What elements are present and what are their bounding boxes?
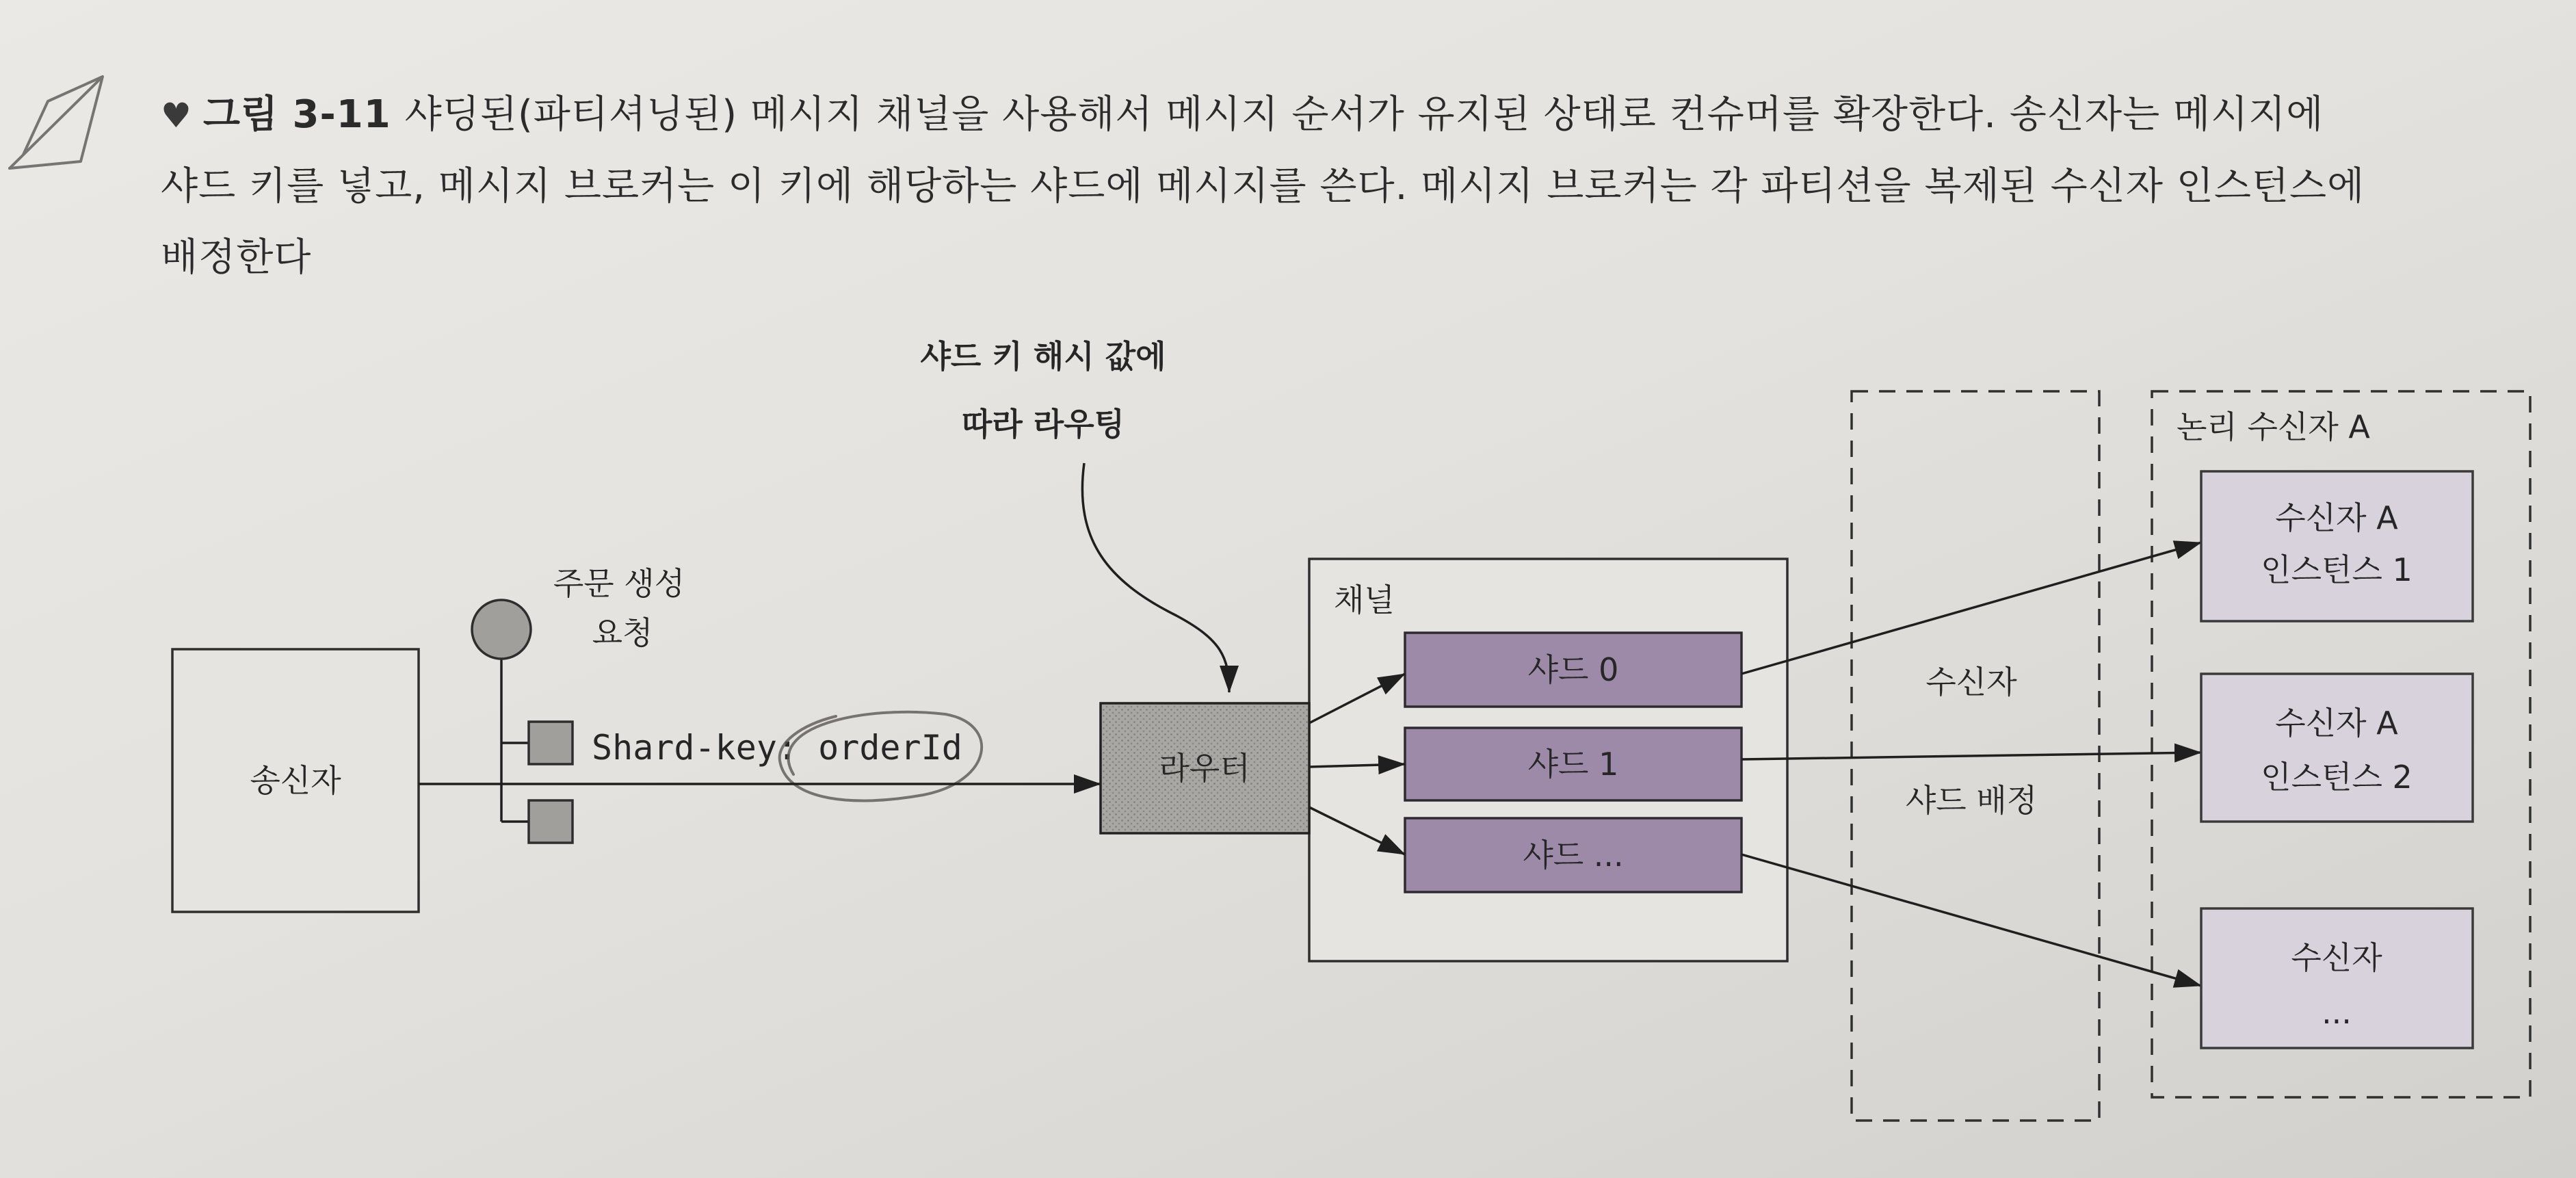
figure-number: 그림 3-11 <box>202 92 391 137</box>
shard-0-to-instance-1-arrow <box>1742 542 2201 674</box>
message-body-square-icon <box>529 800 573 843</box>
routing-note <box>920 338 1229 692</box>
caption-text-line-1: 샤딩된(파티셔닝된) 메시지 채널을 사용해서 메시지 순서가 유지된 상태로 컨슈머를 확장한다. 송신자는 메시지에 <box>404 92 2324 137</box>
routing-note-line1: 샤드 키 해시 값에 <box>920 338 1166 375</box>
shard-assignment-label-line2: 샤드 배정 <box>1905 782 2038 819</box>
receiver-instance-2-line2: 인스턴스 2 <box>2261 759 2413 796</box>
caption-line-1 <box>161 79 2365 151</box>
caption-text-line-2: 샤드 키를 넣고, 메시지 브로커는 이 키에 해당하는 샤드에 메시지를 쓴다. 메시지 브로커는 각 파티션을 복제된 수신자 인스턴스에 <box>161 164 2365 209</box>
sender <box>172 649 419 912</box>
shard-more-label: 샤드 ... <box>1523 837 1624 874</box>
message-node-icon <box>472 600 531 659</box>
message-shard-key-header: Shard-key: orderId <box>592 728 962 768</box>
sender-label: 송신자 <box>250 762 341 799</box>
caption-text-line-3: 배정한다 <box>161 235 312 280</box>
caption-line-2 <box>161 151 2365 222</box>
figure-caption <box>161 79 2365 293</box>
receiver-instance-2-box <box>2201 674 2473 822</box>
channel-label: 채널 <box>1334 581 1395 618</box>
router <box>1101 703 1309 833</box>
routing-note-arrow <box>1082 463 1229 692</box>
shard-0-label: 샤드 0 <box>1527 651 1619 688</box>
message-header-square-icon <box>529 722 573 764</box>
routing-note-line2: 따라 라우팅 <box>961 406 1125 443</box>
receiver-instance-more-line1: 수신자 <box>2291 939 2382 976</box>
heart-icon: ♥ <box>161 96 192 135</box>
shard-1-to-instance-2-arrow <box>1742 752 2201 759</box>
receiver-instance-1-box <box>2201 471 2473 621</box>
receiver-instance-1-line2: 인스턴스 1 <box>2261 551 2413 588</box>
receiver-instance-more <box>2201 908 2473 1048</box>
shard-more-to-receiver-more-arrow <box>1742 854 2201 986</box>
router-label: 라우터 <box>1159 750 1250 787</box>
channel <box>1309 559 1787 961</box>
receiver-instance-1-line1: 수신자 A <box>2275 499 2398 536</box>
message <box>472 565 982 843</box>
caption-line-3 <box>161 222 2365 293</box>
message-label-line2: 요청 <box>592 614 653 651</box>
message-label-line1: 주문 생성 <box>553 565 685 602</box>
receiver-instance-more-line2: ... <box>2322 994 2352 1031</box>
pencil-scribble-icon <box>10 77 103 168</box>
receiver-instance-2-line1: 수신자 A <box>2275 705 2398 742</box>
shard-1-label: 샤드 1 <box>1527 746 1619 783</box>
shard-assignment-label-line1: 수신자 <box>1926 664 2017 701</box>
logical-receiver-label: 논리 수신자 A <box>2177 408 2370 445</box>
receiver-instance-1 <box>2201 471 2473 621</box>
receiver-instance-2 <box>2201 674 2473 822</box>
